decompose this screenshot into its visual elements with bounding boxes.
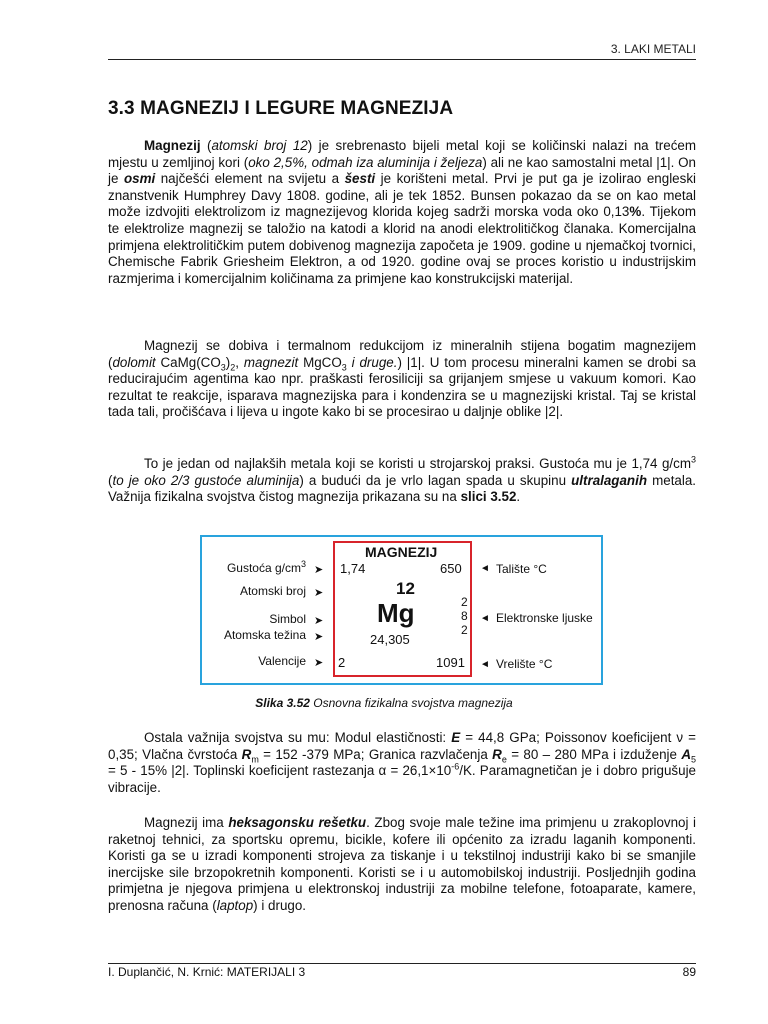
caption-number: Slika 3.52 (255, 696, 310, 710)
density-value: 1,74 (340, 561, 366, 576)
paragraph-4 (108, 730, 696, 796)
p1-text: ) je srebrenasto bijeli metal koji se količinski nalazi na trećem mjestu u zemljinoj kori ( (108, 138, 696, 170)
element-symbol: Mg (377, 598, 415, 628)
element-card-title: MAGNEZIJ (365, 544, 438, 560)
arrow-left-icon: ◄ (480, 563, 490, 574)
arrow-right-icon: ➤ (314, 587, 324, 599)
symbol-alpha: α (378, 763, 387, 779)
symbol-label: Simbol (269, 612, 306, 626)
subscript: 5 (690, 754, 696, 765)
valence-value: 2 (338, 655, 346, 670)
p2-text: ) |1|. U tom procesu mineralni kamen se drobi sa reducirajućim agentima kao npr. praškasti ferosiliciji sa grijanjem smjese u vakuum komori. Kao rezultat te reakcije, isparava magnezijska para i kondenzira se u magnezijski kristal. Taj se kristal tada tali, pročišćava i lijeva u ingote kako bi se procesirao u daljnje oblike |2|. (108, 354, 696, 420)
p4-text: Ostala važnija svojstva su mu: Modul elastičnosti: (144, 730, 452, 745)
p2-emph: i druge. (346, 354, 398, 370)
p4-text: = 80 – 280 MPa i izduženje (506, 746, 682, 762)
subscript: 3 (341, 362, 347, 373)
term-osmi: osmi (123, 171, 156, 187)
term-heksagonsku-resetku: heksagonsku rešetku (228, 815, 367, 830)
p1-text: najčešći element na svijetu a (155, 171, 345, 187)
subscript: 3 (220, 362, 226, 373)
p5-text: . Zbog svoje male težine ima primjenu u zrakoplovnoj i raketnoj tehnici, za sportsku opremu, bicikle, kofere ili općenito za izradu laganih komponenti. Koristi ga se u izradi komponenti strojeva za tiskanje i u tekstilnoj industriji kako bi se smanjile inercijske sile brzopokretnih komponenti. Koristi se i u automobilskoj industriji. Posljednjih godina primjetna je njegova primjena u elektronskoj industriji za mobilne telefone, fotoaparate, kamere, prenosna računa ( (108, 815, 696, 913)
arrow-left-icon: ◄ (480, 659, 490, 670)
footer-divider (108, 963, 696, 964)
electron-shell-1: 2 (461, 595, 468, 609)
term-ultralaganih: ultralaganih (571, 472, 648, 488)
figure-caption (0, 696, 768, 710)
p4-text: = 5 - 15% |2|. Toplinski koeficijent rastezanja (108, 763, 379, 779)
p3-text: . (516, 489, 521, 505)
percent-sign: % (629, 204, 642, 220)
p5-text: ) i drugo. (253, 897, 307, 913)
arrow-right-icon: ➤ (314, 631, 324, 643)
atomic-mass-label: Atomska težina (223, 628, 306, 642)
arrow-right-icon: ➤ (314, 657, 324, 669)
electron-shell-3: 2 (461, 623, 468, 637)
header-divider (108, 59, 696, 60)
p4-text: = 152 -379 MPa; Granica razvlačenja (258, 746, 493, 762)
subscript: e (501, 754, 507, 765)
p2-text: Magnezij se dobiva i termalnom redukcijom iz mineralnih stijena bogatim magnezijem ( (108, 338, 696, 370)
p1-emph: atomski broj 12 (211, 138, 308, 153)
melting-point-label: Talište °C (496, 562, 547, 576)
electron-shells-label: Elektronske ljuske (496, 611, 593, 625)
footer-authors: I. Duplančić, N. Krnić: MATERIJALI 3 (108, 965, 306, 979)
p1-text: ( (200, 138, 212, 153)
superscript: 3 (690, 454, 696, 465)
p1-text: je korišteni metal. Prvi je put ga je izolirao engleski znanstvenik Humphrey Davy 1808. godine, ali je tek 1852. Bunsen pokazao da se on kao metal može izdvojiti elektrolizom iz magnezijevog klorida kojeg sadrži morska voda oko 0,13 (108, 171, 696, 220)
p2-text: CaMg(CO (155, 354, 221, 370)
arrow-left-icon: ◄ (480, 613, 490, 624)
p3-text: To je jedan od najlakših metala koji se koristi u strojarskoj praksi. Gustoća mu je 1,74 g/cm (144, 456, 691, 471)
symbol-a5: A (681, 746, 691, 762)
figure-reference: slici 3.52 (460, 489, 517, 505)
caption-text: Osnovna fizikalna svojstva magnezija (309, 696, 513, 710)
boiling-point-label: Vrelište °C (496, 657, 553, 671)
melting-point-value: 650 (440, 561, 462, 576)
p5-text: Magnezij ima (144, 815, 229, 830)
valence-label: Valencije (258, 654, 306, 668)
arrow-right-icon: ➤ (314, 564, 324, 576)
p4-text: = 0,35; Vlačna čvrstoća (108, 730, 696, 762)
atomic-number-value: 12 (396, 579, 415, 598)
symbol-rm: R (241, 746, 252, 762)
symbol-nu: ν (676, 730, 684, 745)
p2-text: ) (225, 354, 231, 370)
term-dolomit: dolomit (112, 354, 156, 370)
p1-text: ) ali ne kao samostalni metal |1|. On je (108, 154, 696, 187)
running-header: 3. LAKI METALI (610, 42, 696, 56)
p1-emph: oko 2,5%, odmah iza aluminija i željeza (248, 154, 483, 170)
term-magnezit: magnezit (243, 354, 299, 370)
term-laptop: laptop (216, 897, 254, 913)
p4-text: /K. Paramagnetičan je i dobro prigušuje vibracije. (108, 763, 696, 795)
p2-text: , (235, 354, 244, 370)
subscript: 2 (230, 362, 236, 373)
symbol-e: E (451, 730, 461, 745)
p1-text: . Tijekom te elektrolize magnezij se taložio na katodi a klorid na anodi elektrolitičkog članaka. Komercijalna primjena elektrolitičkim putem dobivenog magnezija započeta je 1909. godine u njemačkoj tvornici, Chemische Fabrik Griesheim Elektron, a od 1920. godine ovaj se proces koristio u industrijskim razmjerima i komercijalnim količinama za primjene kao konstrukcijski materijal. (108, 204, 697, 286)
term-sesti: šesti (344, 171, 376, 187)
superscript: -6 (451, 761, 460, 772)
p2-text: MgCO (298, 354, 342, 370)
electron-shell-2: 8 (461, 609, 468, 623)
symbol-re: R (492, 746, 502, 762)
atomic-number-label: Atomski broj (239, 584, 306, 598)
paragraph-3 (108, 456, 696, 506)
arrow-right-icon: ➤ (314, 615, 324, 627)
term-magnezij: Magnezij (144, 138, 201, 153)
section-title: 3.3 MAGNEZIJ I LEGURE MAGNEZIJA (108, 98, 454, 119)
density-label: Gustoća $g/cm^3$ (226, 559, 306, 575)
p4-text: = 26,1×10 (386, 763, 452, 779)
subscript: m (251, 754, 259, 765)
paragraph-1 (108, 138, 696, 287)
page-number: 89 (682, 965, 696, 979)
p3-emph: to je oko 2/3 gustoće aluminija (112, 472, 300, 488)
p3-text: ( (108, 472, 113, 488)
boiling-point-value: 1091 (436, 655, 465, 670)
p3-text: ) a budući da je vrlo lagan spada u skupinu (299, 472, 572, 488)
atomic-mass-value: 24,305 (370, 632, 410, 647)
p4-text: = 44,8 GPa; Poissonov koeficijent (460, 730, 677, 745)
paragraph-5 (108, 815, 696, 915)
paragraph-2 (108, 338, 696, 421)
p3-text: metala. Važnija fizikalna svojstva čistog magnezija prikazana su na (108, 472, 697, 505)
